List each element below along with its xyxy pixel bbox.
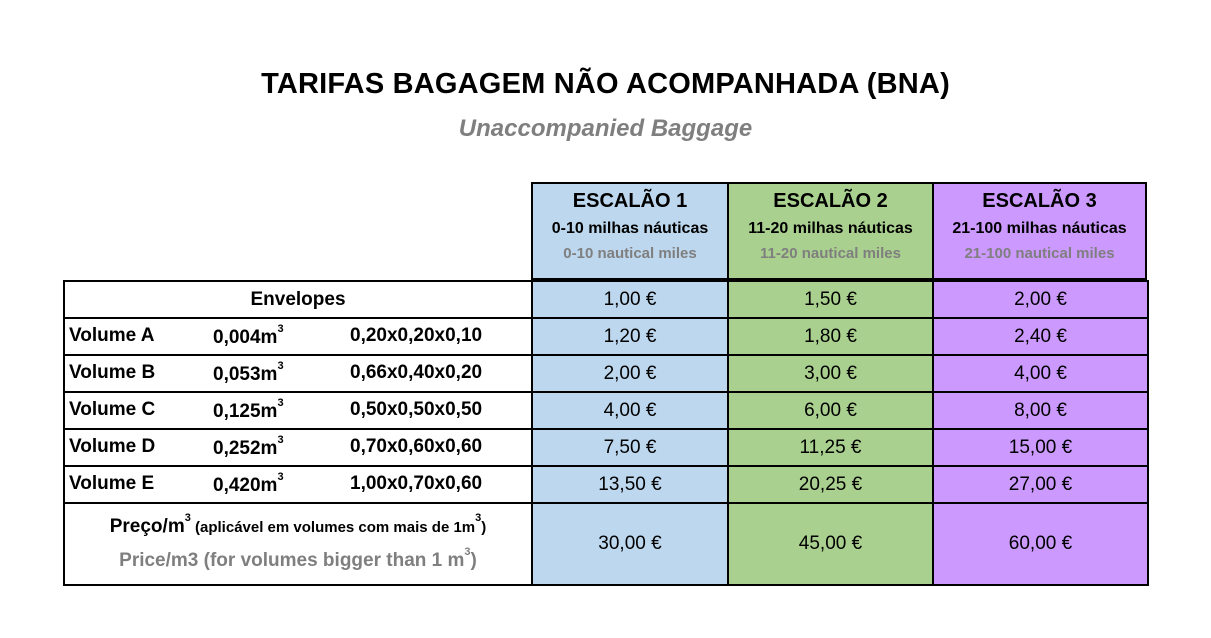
- price-cell: 1,80 €: [728, 318, 933, 355]
- header-range-pt: 11-20 milhas náuticas: [748, 220, 913, 237]
- volume-info: [64, 392, 532, 429]
- header-label: ESCALÃO 1: [572, 190, 688, 212]
- price-per-m3-label: [64, 503, 532, 585]
- price-cell: 3,00 €: [728, 355, 933, 392]
- table-row-volume-e: [64, 466, 1148, 503]
- volume-size: $0,252m^3$: [213, 434, 284, 459]
- price-cell: 1,50 €: [728, 281, 933, 318]
- price-cell: 11,25 €: [728, 429, 933, 466]
- volume-info: [64, 355, 532, 392]
- volume-size: $0,004m^3$: [213, 323, 284, 348]
- price-cell: 8,00 €: [933, 392, 1148, 429]
- page-title: TARIFAS BAGAGEM NÃO ACOMPANHADA (BNA): [261, 68, 950, 100]
- header-range-en: 0-10 nautical miles: [563, 245, 697, 262]
- volume-dimensions: 0,20x0,20x0,10: [350, 325, 483, 346]
- price-cell: 2,00 €: [933, 281, 1148, 318]
- price-cell: 60,00 €: [933, 503, 1148, 585]
- header-label: ESCALÃO 3: [982, 190, 1097, 212]
- page-subtitle: Unaccompanied Baggage: [458, 115, 753, 142]
- volume-size: $0,125m^3$: [213, 397, 284, 422]
- volume-info: [64, 466, 532, 503]
- volume-info: [64, 429, 532, 466]
- table-row-price-per-m3: [64, 503, 1148, 585]
- volume-dimensions: 0,66x0,40x0,20: [350, 362, 483, 383]
- header-range-en: 21-100 nautical miles: [964, 245, 1115, 262]
- price-cell: 2,00 €: [532, 355, 728, 392]
- volume-dimensions: 1,00x0,70x0,60: [350, 473, 483, 494]
- table-row-volume-d: [64, 429, 1148, 466]
- volume-size: $0,053m^3$: [213, 360, 284, 385]
- volume-name: Volume D: [69, 436, 156, 457]
- price-cell: 4,00 €: [933, 355, 1148, 392]
- table-row-volume-a: [64, 318, 1148, 355]
- price-cell: 20,25 €: [728, 466, 933, 503]
- price-per-m3-en: Price/m3 (for volumes bigger than 1 $m^3$): [119, 546, 477, 571]
- price-per-m3-pt: Preço/$m^3$ (aplicável em volumes com mais de $1m^3$): [109, 512, 487, 537]
- table-row-volume-c: [64, 392, 1148, 429]
- header-range-en: 11-20 nautical miles: [760, 245, 901, 262]
- header-label: ESCALÃO 2: [773, 190, 888, 212]
- table-row-envelopes: [64, 281, 1148, 318]
- header-range-pt: 21-100 milhas náuticas: [952, 220, 1127, 237]
- volume-size: $0,420m^3$: [213, 471, 284, 496]
- volume-name: Volume E: [69, 473, 155, 494]
- price-cell: 1,00 €: [532, 281, 728, 318]
- envelopes-label: Envelopes: [64, 281, 532, 318]
- volume-info: [64, 318, 532, 355]
- price-cell: 2,40 €: [933, 318, 1148, 355]
- price-cell: 4,00 €: [532, 392, 728, 429]
- volume-dimensions: 0,70x0,60x0,60: [350, 436, 483, 457]
- price-cell: 27,00 €: [933, 466, 1148, 503]
- table-row-volume-b: [64, 355, 1148, 392]
- price-cell: 13,50 €: [532, 466, 728, 503]
- header-escalao-1: [531, 182, 729, 280]
- price-cell: 1,20 €: [532, 318, 728, 355]
- header-escalao-3: [932, 182, 1147, 280]
- price-cell: 45,00 €: [728, 503, 933, 585]
- tariff-table: [63, 280, 1149, 586]
- price-cell: 6,00 €: [728, 392, 933, 429]
- price-cell: 15,00 €: [933, 429, 1148, 466]
- price-cell: 7,50 €: [532, 429, 728, 466]
- volume-name: Volume A: [69, 325, 155, 346]
- volume-dimensions: 0,50x0,50x0,50: [350, 399, 483, 420]
- price-cell: 30,00 €: [532, 503, 728, 585]
- header-range-pt: 0-10 milhas náuticas: [551, 220, 709, 237]
- volume-name: Volume C: [69, 399, 156, 420]
- volume-name: Volume B: [69, 362, 156, 383]
- header-escalao-2: [727, 182, 934, 280]
